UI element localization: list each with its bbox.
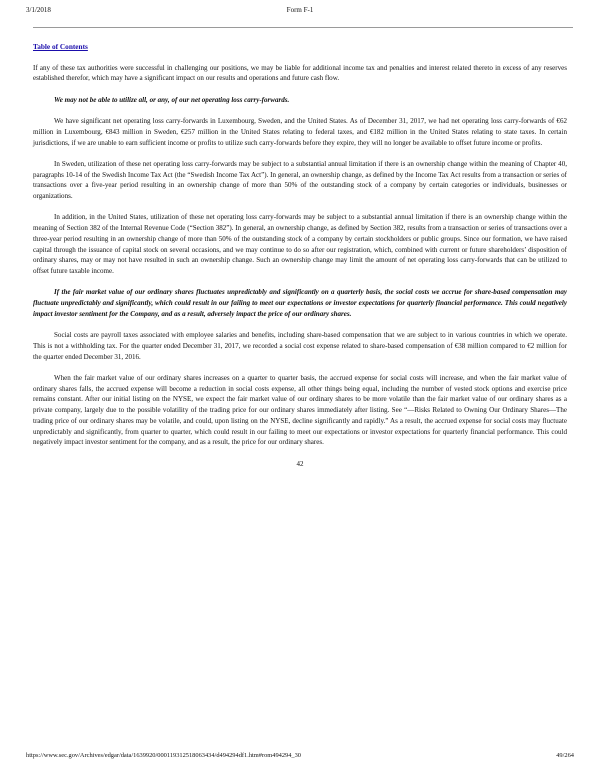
risk-heading-nol: We may not be able to utilize all, or any, of our net operating loss carry-forwards. [54,95,290,104]
paragraph-social-costs: Social costs are payroll taxes associated with employee salaries and benefits, including share-based compensation that we are subject to in various countries in which we operate. This is not a withholding tax. For the quarter ended December 31, 2017, we recorded a social cost expense related to share-based compensation of €38 million compared to €2 million for the quarter ended December 31, 2016. [33,331,567,361]
page-count: 49/264 [556,752,574,759]
source-url: https://www.sec.gov/Archives/edgar/data/1639920/000119312518063434/d494294df1.htm#rom494294_30 [26,752,302,759]
page-number: 42 [296,459,304,468]
document-body [33,42,567,469]
paragraph-nol-amounts: We have significant net operating loss carry-forwards in Luxembourg, Sweden, and the United States. As of December 31, 2017, we had net operating loss carry-forwards of €62 million in Luxembourg, €843 million in Sweden, €257 million in the United States relating to federal taxes, and €182 million in the United States relating to state taxes. In certain jurisdictions, if we are unable to earn sufficient income or profits to utilize such carry-forwards before they expire, they will no longer be available to offset future income or profits. [33,117,567,147]
paragraph-sweden: In Sweden, utilization of these net operating loss carry-forwards may be subject to a substantial annual limitation if there is an ownership change within the meaning of Chapter 40, paragraphs 10-14 of the Swedish Income Tax Act (the “Swedish Income Tax Act”). In general, an ownership change, as defined by the Income Tax Act results from a transaction or series of transactions over a five-year period resulting in an ownership change of more than 50% of the outstanding stock of a company by certain categories or individuals, businesses or organizations. [33,159,567,201]
document-title: Form F-1 [286,6,314,14]
paragraph-tax-authorities: If any of these tax authorities were successful in challenging our positions, we may be liable for additional income tax and penalties and interest related thereto in excess of any reserves established therefor, which may have a significant impact on our results and operations and future cash flow. [33,63,567,83]
paragraph-united-states: In addition, in the United States, utilization of these net operating loss carry-forwards may be subject to a substantial annual limitation if there is an ownership change within the meaning of Section 382 of the Internal Revenue Code (“Section 382”). In general, an ownership change, as defined by Section 382, results from a transaction or series of transactions over a three-year period resulting in an ownership change of more than 50% of the outstanding stock of a company by certain stockholders or public groups. Since our formation, we have raised capital through the issuance of capital stock on several occasions, and we may continue to do so after our registration, which, combined with current or future shareholders’ disposition of ordinary shares, may or may not have resulted in such an ownership change. Such an ownership change may limit the amount of net operating loss carry-forwards that can be utilized to offset future taxable income. [33,213,567,275]
table-of-contents-link[interactable]: Table of Contents [33,42,88,51]
header-divider [33,27,573,28]
paragraph-fair-market-value: When the fair market value of our ordinary shares increases on a quarter to quarter basis, the accrued expense for social costs will increase, and when the fair market value of ordinary shares falls, the accrued expense will become a reduction in social costs expense, all other things being equal, including the number of vested stock options and exercise price remains constant. After our initial listing on the NYSE, we expect the fair market value of our ordinary shares to be more volatile than the fair market value of our ordinary shares as a private company, largely due to the possible volatility of the trading price for our ordinary shares immediately after listing. See “—Risks Related to Owning Our Ordinary Shares—The trading price of our ordinary shares may be volatile, and could, upon listing on the NYSE, decline significantly and rapidly.” As a result, the accrued expense for social costs may fluctuate unpredictably and significantly, from quarter to quarter, which could result in our failing to meet our expectations or investor expectations for quarterly financial performance. This could negatively impact investor sentiment for the company, and as a result, the price for our ordinary shares. [33,373,567,447]
print-date: 3/1/2018 [26,6,51,14]
risk-heading-social-costs: If the fair market value of our ordinary shares fluctuates unpredictably and significantly on a quarterly basis, the social costs we accrue for share-based compensation may fluctuate unpredictably and significantly, which could result in our failing to meet our expectations or investor expectations for quarterly financial performance. This could negatively impact investor sentiment for the Company, and as a result, adversely impact the price of our ordinary shares. [33,288,567,318]
print-header [26,6,574,18]
